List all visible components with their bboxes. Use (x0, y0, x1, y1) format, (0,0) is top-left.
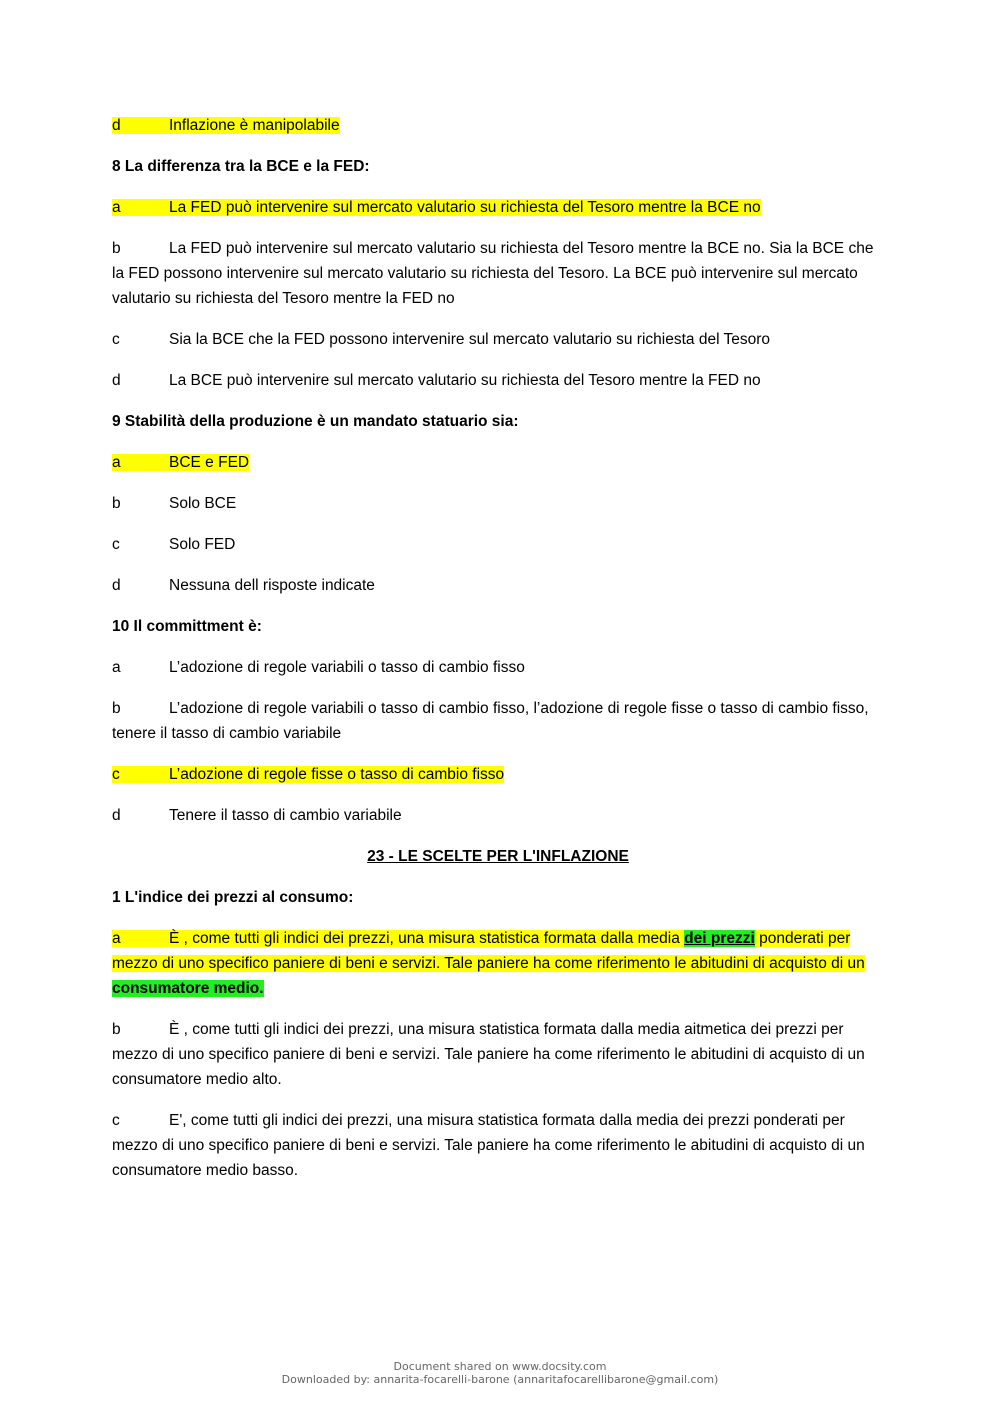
page-footer (0, 1360, 1000, 1386)
q9-answer-a: a BCE e FED (112, 454, 250, 471)
question-8-title: 8 La differenza tra la BCE e la FED: (112, 158, 370, 175)
question-10-title: 10 Il committment è: (112, 618, 262, 635)
q8-answer-a: a La FED può intervenire sul mercato valutario su richiesta del Tesoro mentre la BCE no (112, 199, 761, 216)
q9-answer-c: c Solo FED (112, 536, 236, 553)
document-page (112, 113, 884, 1199)
green-highlight-1: dei prezzi (684, 930, 755, 947)
q9-answer-b: b Solo BCE (112, 495, 237, 512)
footer-shared-line: Document shared on www.docsity.com (393, 1360, 607, 1373)
q8-answer-d: d La BCE può intervenire sul mercato valutario su richiesta del Tesoro mentre la FED no (112, 372, 761, 389)
q10-answer-a: a L’adozione di regole variabili o tasso di cambio fisso (112, 659, 525, 676)
s1-answer-b: b È , come tutti gli indici dei prezzi, una misura statistica formata dalla media aitmetica dei prezzi per mezzo di uno specifico paniere di beni e servizi. Tale paniere ha come riferimento le abitudini di acquisto di un consumatore medio alto. (112, 1021, 865, 1088)
q8-answer-c: c Sia la BCE che la FED possono intervenire sul mercato valutario su richiesta del Tesoro (112, 331, 771, 348)
answer-d-highlighted: d Inflazione è manipolabile (112, 117, 340, 134)
question-9-title: 9 Stabilità della produzione è un mandato statuario sia: (112, 413, 519, 430)
s1-answer-c: c E', come tutti gli indici dei prezzi, una misura statistica formata dalla media dei prezzi ponderati per mezzo di uno specifico paniere di beni e servizi. Tale paniere ha come riferimento le abitudini di acquisto di un consumatore medio basso. (112, 1112, 865, 1179)
q8-answer-b: b La FED può intervenire sul mercato valutario su richiesta del Tesoro mentre la BCE no. Sia la BCE che la FED possono intervenire sul mercato valutario su richiesta del Tesoro. La BCE può intervenire sul mercato valutario su richiesta del Tesoro mentre la FED no (112, 240, 874, 307)
green-highlight-2: consumatore medio. (112, 980, 264, 997)
q10-answer-c: c L’adozione di regole fisse o tasso di cambio fisso (112, 766, 505, 783)
q10-answer-b: b L’adozione di regole variabili o tasso di cambio fisso, l’adozione di regole fisse o tasso di cambio fisso, tenere il tasso di cambio variabile (112, 700, 869, 742)
q10-answer-d: d Tenere il tasso di cambio variabile (112, 807, 402, 824)
section-heading: 23 - LE SCELTE PER L'INFLAZIONE (367, 848, 629, 865)
s1-answer-a: a È , come tutti gli indici dei prezzi, una misura statistica formata dalla media dei prezzi ponderati per mezzo di uno specifico paniere di beni e servizi. Tale paniere ha come riferimento le abitudini di acquisto di un consumatore medio. (112, 930, 865, 997)
q9-answer-d: d Nessuna dell risposte indicate (112, 577, 375, 594)
footer-downloaded-line: Downloaded by: annarita-focarelli-barone (annaritafocarellibarone@gmail.com) (281, 1373, 719, 1386)
section-question-1-title: 1 L'indice dei prezzi al consumo: (112, 889, 354, 906)
